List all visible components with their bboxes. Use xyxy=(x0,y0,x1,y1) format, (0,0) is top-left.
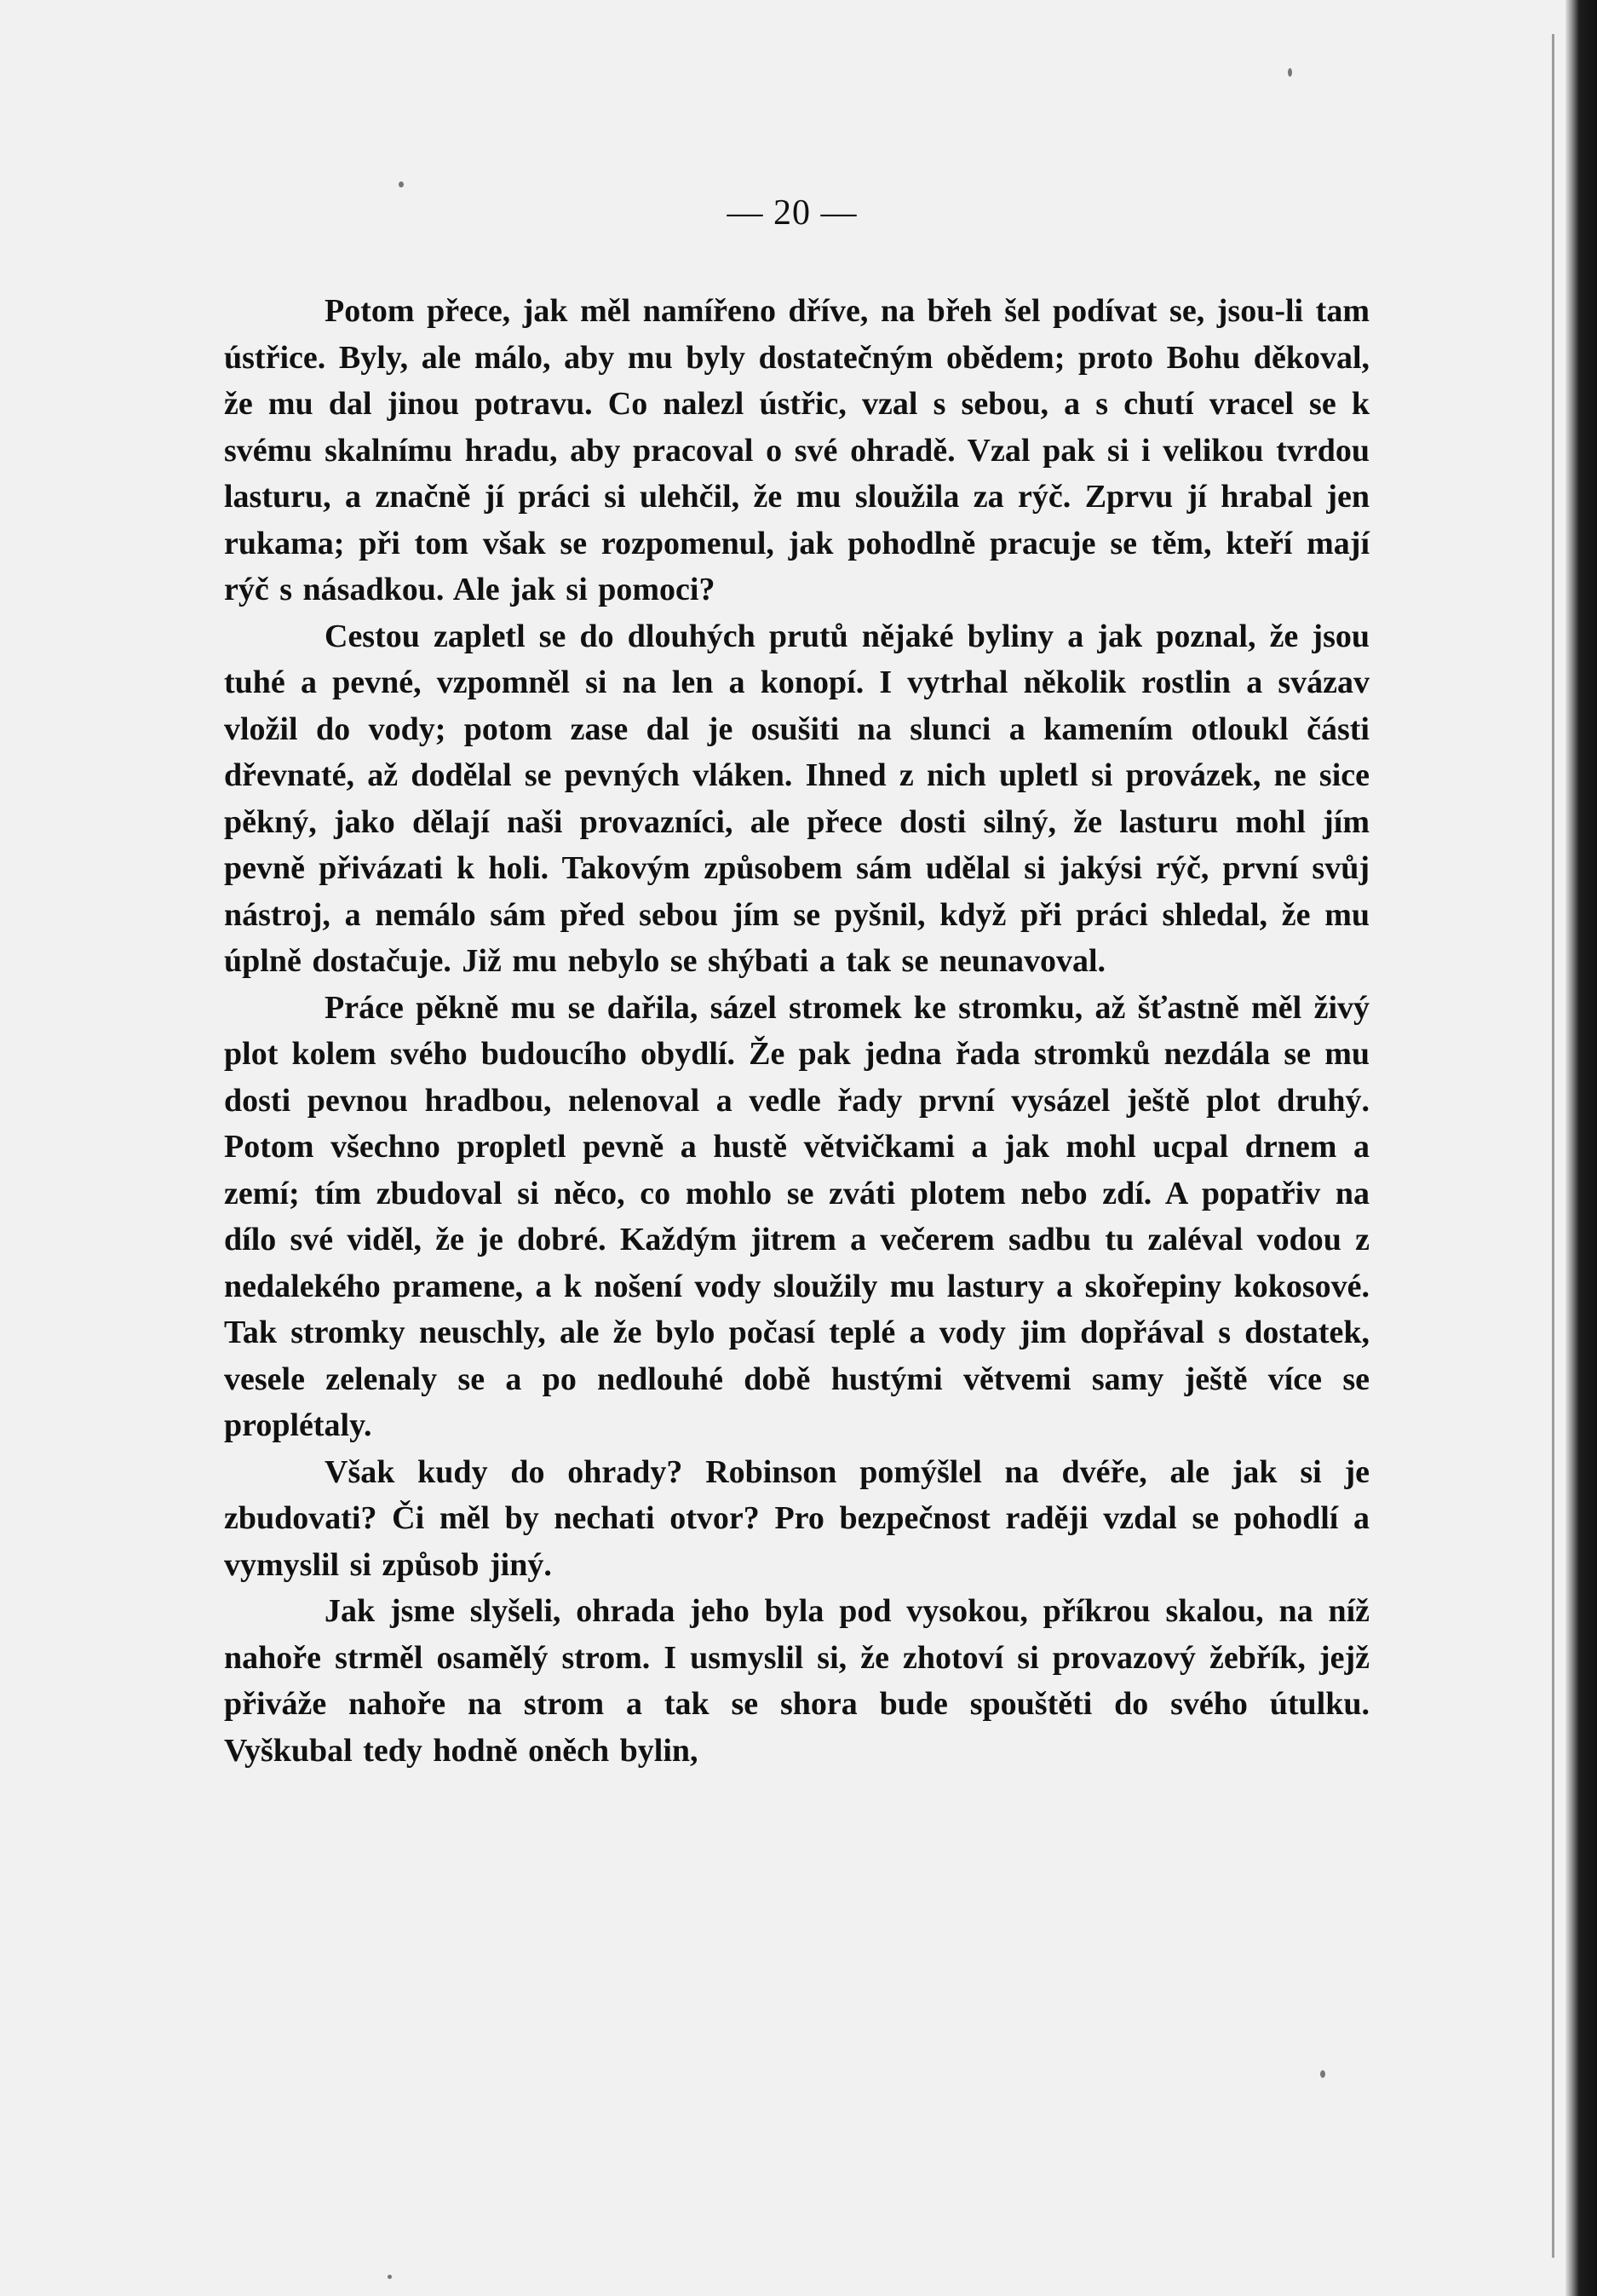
paragraph-5: Jak jsme slyšeli, ohrada jeho byla pod vysokou, příkrou skalou, na níž nahoře strměl osamělý strom. I usmyslil si, že zhotoví si provazový žebřík, jejž přiváže nahoře na strom a tak se shora bude spouštěti do svého útulku. Vyškubal tedy hodně oněch bylin, xyxy=(224,1593,1370,1769)
page-edge-shadow xyxy=(1565,0,1597,2296)
paper-speck xyxy=(399,181,404,187)
page-number: — 20 — xyxy=(727,193,858,233)
paragraph-1: Potom přece, jak měl namířeno dříve, na břeh šel podívat se, jsou-li tam ústřice. Byly, ale málo, aby mu byly dostatečným obědem; proto Bohu děkoval, že mu dal jinou potravu. Co nalezl ústřic, vzal s sebou, a s chutí vracel se k svému skalnímu hradu, aby pracoval o své ohradě. Vzal pak si i velikou tvrdou lasturu, a značně jí práci si ulehčil, že mu sloužila za rýč. Zprvu jí hrabal jen rukama; při tom však se rozpomenul, jak pohodlně pracuje se těm, kteří mají rýč s násadkou. Ale jak si pomoci? xyxy=(224,293,1370,607)
paragraph-3: Práce pěkně mu se dařila, sázel stromek ke stromku, až šťastně měl živý plot kolem svého budoucího obydlí. Že pak jedna řada stromků nezdála se mu dosti pevnou hradbou, nelenoval a vedle řady první vysázel ještě plot druhý. Potom všechno propletl pevně a hustě větvičkami a jak mohl ucpal drnem a zemí; tím zbudoval si něco, co mohlo se zváti plotem nebo zdí. A popatřiv na dílo své viděl, že je dobré. Každým jitrem a večerem sadbu tu zaléval vodou z nedalekého pramene, a k nošení vody sloužily mu lastury a skořepiny kokosové. Tak stromky neuschly, ale že bylo počasí teplé a vody jim dopřával s dostatek, vesele zelenaly se a po nedlouhé době hustými větvemi samy ještě více se proplétaly. xyxy=(224,989,1370,1443)
paper-speck xyxy=(1320,2070,1325,2078)
paragraph-4: Však kudy do ohrady? Robinson pomýšlel na dvéře, ale jak si je zbudovati? Či měl by nechati otvor? Pro bezpečnost raději vzdal se pohodlí a vymyslil si způsob jiný. xyxy=(224,1453,1370,1583)
paragraph-2: Cestou zapletl se do dlouhých prutů nějaké byliny a jak poznal, že jsou tuhé a pevné, vzpomněl si na len a konopí. I vytrhal několik rostlin a svázav vložil do vody; potom zase dal je osušiti na slunci a kamením otloukl části dřevnaté, až dodělal se pevných vláken. Ihned z nich upletl si provázek, ne sice pěkný, jako dělají naši provazníci, ale přece dosti silný, že lasturu mohl jím pevně přivázati k holi. Takovým způsobem sám udělal si jakýsi rýč, první svůj nástroj, a nemálo sám před sebou jím se pyšnil, když při práci shledal, že mu úplně dostačuje. Již mu nebylo se shýbati a tak se neunavoval. xyxy=(224,618,1370,979)
paper-speck xyxy=(388,2275,392,2279)
paper-speck xyxy=(1288,68,1292,77)
body-text xyxy=(224,288,1370,1774)
page-fold-line xyxy=(1552,34,1554,2258)
